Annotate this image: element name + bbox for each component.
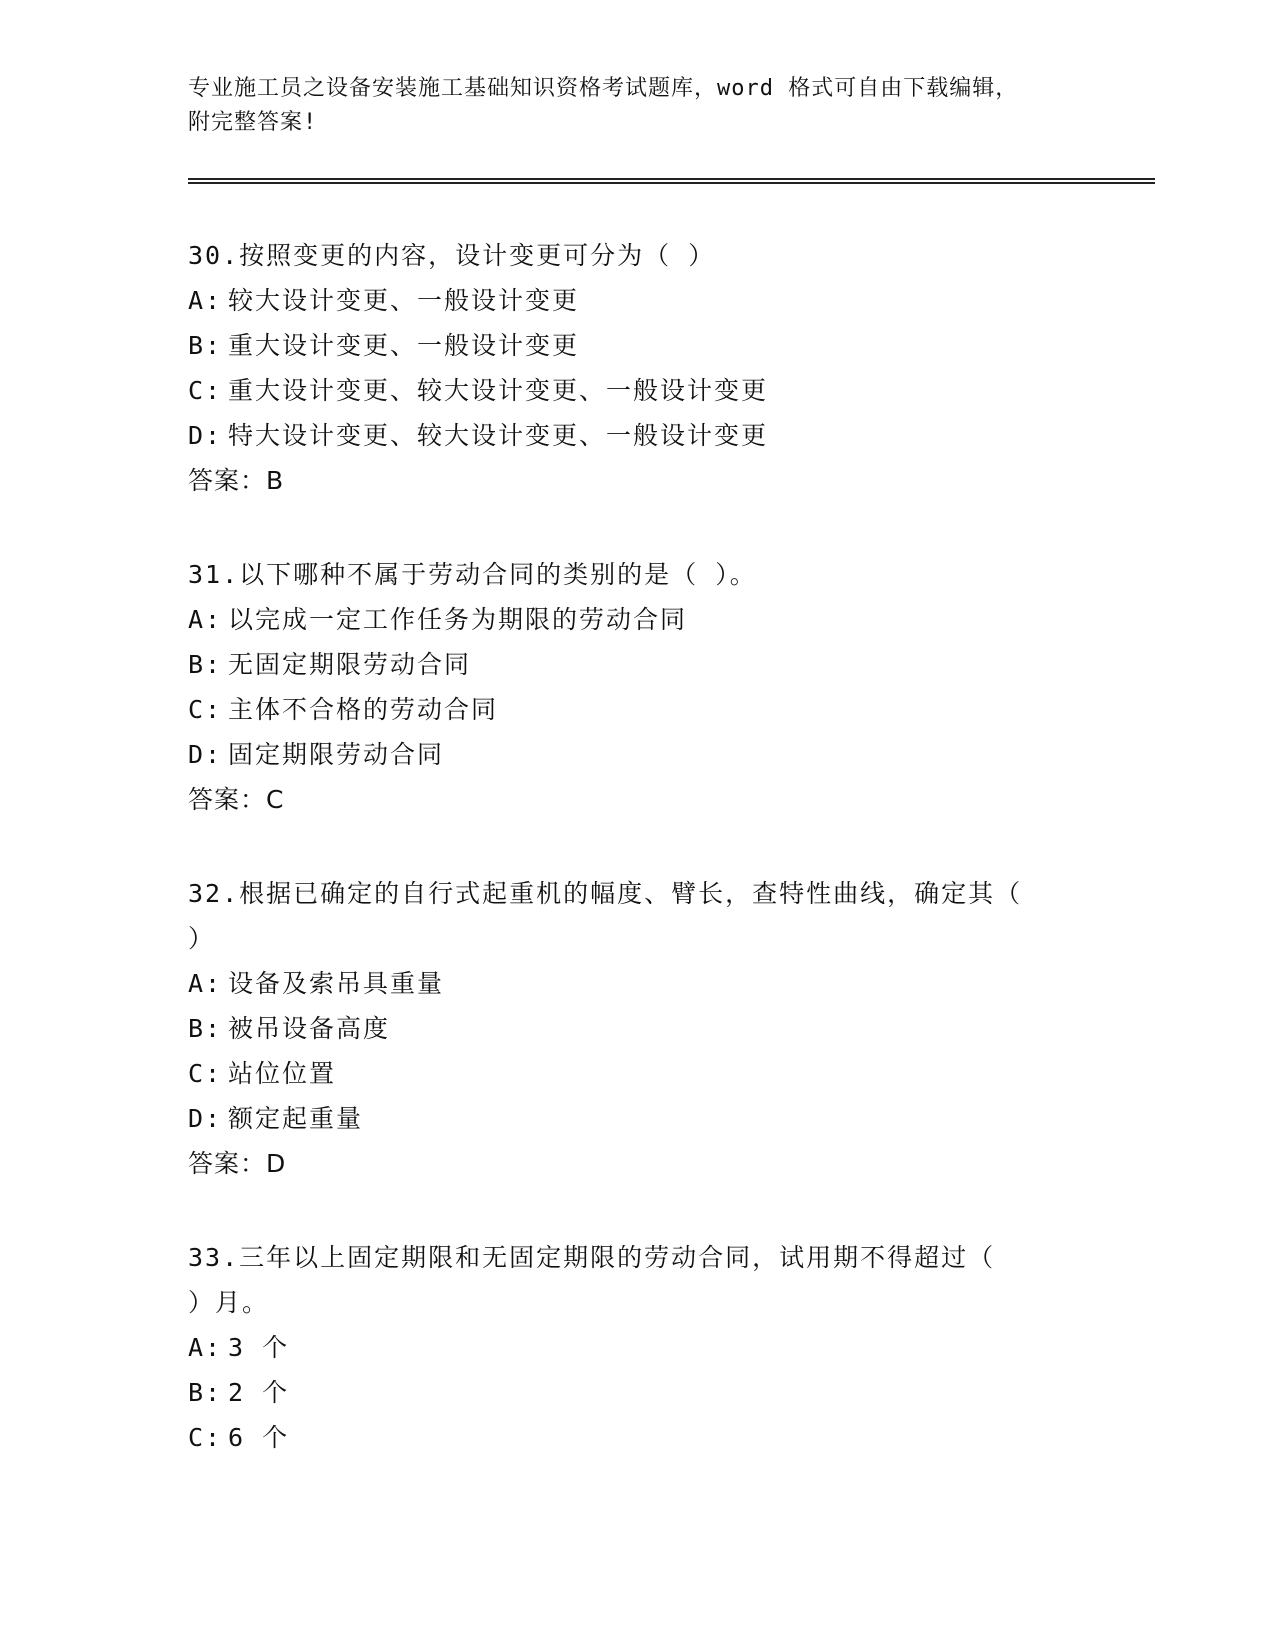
option-letter: A: bbox=[188, 969, 223, 998]
document-header bbox=[188, 72, 1088, 140]
option-a bbox=[188, 597, 1088, 642]
option-c bbox=[188, 368, 1088, 413]
option-a bbox=[188, 1325, 1088, 1370]
option-text: 6 个 bbox=[228, 1423, 290, 1452]
option-letter: A: bbox=[188, 605, 223, 634]
option-letter: C: bbox=[188, 1423, 223, 1452]
question-33 bbox=[188, 1235, 1088, 1460]
option-text: 主体不合格的劳动合同 bbox=[228, 695, 499, 724]
option-d bbox=[188, 732, 1088, 777]
question-stem-line-2: ） bbox=[188, 924, 216, 953]
option-letter: D: bbox=[188, 740, 223, 769]
answer-line: 答案：D bbox=[188, 1149, 287, 1178]
option-c bbox=[188, 1415, 1088, 1460]
option-text: 以完成一定工作任务为期限的劳动合同 bbox=[228, 605, 688, 634]
option-text: 设备及索吊具重量 bbox=[228, 969, 445, 998]
question-stem-line-2: ）月。 bbox=[188, 1288, 270, 1317]
option-text: 无固定期限劳动合同 bbox=[228, 650, 472, 679]
question-stem-line-1: 33.三年以上固定期限和无固定期限的劳动合同，试用期不得超过（ bbox=[188, 1243, 996, 1272]
option-text: 特大设计变更、较大设计变更、一般设计变更 bbox=[228, 421, 769, 450]
option-letter: A: bbox=[188, 1333, 223, 1362]
option-text: 额定起重量 bbox=[228, 1104, 364, 1133]
question-30 bbox=[188, 233, 1088, 503]
option-letter: A: bbox=[188, 286, 223, 315]
option-b bbox=[188, 1006, 1088, 1051]
option-text: 3 个 bbox=[228, 1333, 290, 1362]
option-letter: B: bbox=[188, 1014, 223, 1043]
option-text: 被吊设备高度 bbox=[228, 1014, 391, 1043]
option-letter: B: bbox=[188, 331, 223, 360]
question-32 bbox=[188, 871, 1088, 1186]
option-text: 较大设计变更、一般设计变更 bbox=[228, 286, 580, 315]
question-stem: 30.按照变更的内容，设计变更可分为（ ） bbox=[188, 241, 716, 270]
option-letter: C: bbox=[188, 695, 223, 724]
option-d bbox=[188, 413, 1088, 458]
option-d bbox=[188, 1096, 1088, 1141]
option-text: 固定期限劳动合同 bbox=[228, 740, 445, 769]
option-letter: D: bbox=[188, 1104, 223, 1133]
option-letter: C: bbox=[188, 376, 223, 405]
option-letter: B: bbox=[188, 1378, 223, 1407]
option-text: 重大设计变更、较大设计变更、一般设计变更 bbox=[228, 376, 769, 405]
option-a bbox=[188, 278, 1088, 323]
option-c bbox=[188, 687, 1088, 732]
header-line-1: 专业施工员之设备安装施工基础知识资格考试题库，word 格式可自由下载编辑， bbox=[188, 76, 1019, 101]
header-line-2: 附完整答案! bbox=[188, 110, 318, 135]
option-text: 2 个 bbox=[228, 1378, 290, 1407]
option-b bbox=[188, 323, 1088, 368]
answer-line: 答案：C bbox=[188, 785, 285, 814]
option-b bbox=[188, 1370, 1088, 1415]
option-letter: C: bbox=[188, 1059, 223, 1088]
option-b bbox=[188, 642, 1088, 687]
option-text: 站位位置 bbox=[228, 1059, 337, 1088]
option-letter: D: bbox=[188, 421, 223, 450]
question-stem-line-1: 32.根据已确定的自行式起重机的幅度、臂长，查特性曲线，确定其（ bbox=[188, 879, 1023, 908]
header-divider-top bbox=[188, 178, 1155, 180]
option-a bbox=[188, 961, 1088, 1006]
option-text: 重大设计变更、一般设计变更 bbox=[228, 331, 580, 360]
question-stem: 31.以下哪种不属于劳动合同的类别的是（ ）。 bbox=[188, 560, 757, 589]
answer-line: 答案：B bbox=[188, 466, 285, 495]
option-c bbox=[188, 1051, 1088, 1096]
question-31 bbox=[188, 552, 1088, 822]
header-divider-bottom bbox=[188, 182, 1155, 184]
option-letter: B: bbox=[188, 650, 223, 679]
